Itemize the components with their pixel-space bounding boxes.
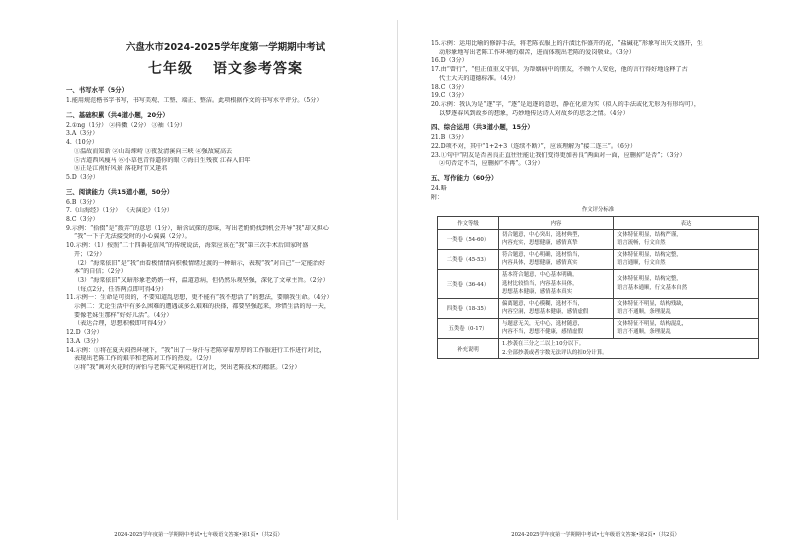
answer-line: 11.示例一：生命是可贵的，不要知道乱思想，更不能有“我不想活了”的想法，要顺我生命。（4分） xyxy=(66,294,333,302)
answer-line: （2）“海棠依旧”是“我”由看极情情向积极情绪过渡的一种暗示，表现“我”对自己“一定能治好 xyxy=(74,259,326,267)
answer-line: 2.①ng（1分） ②抖擞（2分） ③袖（1分） xyxy=(66,121,186,129)
answer-line: （每点2分，任答两点即可得4分） xyxy=(74,285,168,293)
rubric-text: 文体特征明显，结构完整， xyxy=(617,276,682,283)
answer-line: 1.能用规范楷书字书写，书写美观、工整、端正、整洁。此项根据作文的书写水平评分。（5分） xyxy=(66,97,323,104)
answer-line: 16.D（3分） xyxy=(431,57,468,65)
page-1-footer: 2024-2025学年度第一学期期中考试•七年级语文答案•第1页•（共2页） xyxy=(114,532,283,538)
answer-line: 24.略 xyxy=(431,185,447,193)
section-heading: 一、书写水平（5分） xyxy=(66,86,128,94)
rubric-text: 文体特征不明显，结构残缺， xyxy=(617,300,688,307)
rubric-text: 语言基本通顺，行文基本自然 xyxy=(617,284,688,291)
rubric-text: 与题意无关，无中心，选材随意， xyxy=(502,320,583,327)
rubric-text: 内容不当，思想不健康，感情虚假 xyxy=(502,329,583,336)
answer-line: 示例二：无论生活中有多么困难的遭遇或多么艰难的抉择，都要坚强起来，珍惜生活的每一天， xyxy=(74,303,330,311)
subject-label: 语文参考答案 xyxy=(213,61,303,77)
grade-label: 七年级 xyxy=(148,61,193,77)
answer-line: “我”一下子无法接受时的小心翼翼（2分）。 xyxy=(74,233,191,241)
answer-title xyxy=(66,60,385,78)
rubric-grade: 补充说明 xyxy=(438,339,499,359)
page-2-continuation xyxy=(431,40,758,118)
rubric-text: 基本符合题意，中心基本明确， xyxy=(502,271,578,278)
rubric-text: 符合题意，中心明确，选材恰当， xyxy=(502,251,583,258)
answer-line: 以梦逐春风到故乡的想象，巧妙地传达诗人对故乡的思念之情。（4分） xyxy=(439,109,629,117)
rubric-text: 选材比较恰当，内容基本具体， xyxy=(502,280,578,287)
rubric-expression xyxy=(614,229,759,249)
answer-line: 21.B（3分） xyxy=(431,134,468,142)
rubric-expression xyxy=(614,298,759,318)
rubric-grade: 三类卷（36-44） xyxy=(438,269,499,298)
answer-line: 20.示例：我认为是“逐”字，“逐”是追逐的意思，静在化虚为实（拟人的手法或化无形为有形均可）， xyxy=(431,100,700,108)
rubric-text: 语言不通顺，条理混乱 xyxy=(617,329,671,336)
answer-line: 13.A（3分） xyxy=(66,337,103,345)
rubric-text: 思想基本健康，感情基本真实 xyxy=(502,289,573,296)
answer-line: 开；（2分） xyxy=(74,250,106,258)
answer-line: 7.《山海经》（1分） 《天演论》（1分） xyxy=(66,207,173,215)
section-4-body xyxy=(431,134,758,169)
answer-line: ②将“我”画对火花时的害怕与老陈气定神闲进行对比，突出老陈技术的精湛。（2分） xyxy=(74,363,301,371)
answer-line: 9.示例：“拾掇”是“拨弄”的意思（1分），暗含试探的意味，写出老奶奶找到机会开导“我”却又担心 xyxy=(66,224,329,232)
section-heading: 二、基础积累（共4道小题，20分） xyxy=(66,110,169,119)
rubric-expression xyxy=(614,318,759,338)
rubric-text: 内容空洞，思想基本健康，感情虚假 xyxy=(502,309,589,316)
rubric-content xyxy=(499,298,614,318)
answer-line: 6.B（3分） xyxy=(66,198,99,206)
answer-line: ⑧正是江南好风景 落花时节又逢君 xyxy=(74,165,168,173)
answer-line: 5.D（3分） xyxy=(66,173,99,181)
rubric-text: 语言通顺，行文自然 xyxy=(617,260,666,267)
answer-line: 表现出老陈工作的艰辛和老陈对工作的热爱。（2分） xyxy=(74,355,215,363)
rubric-table xyxy=(437,203,759,360)
answer-line: 代士大夫的道德标准。（4分） xyxy=(439,74,520,82)
rubric-grade: 四类卷（18-35） xyxy=(438,298,499,318)
section-heading: 四、综合运用（共3道小题，15分） xyxy=(431,123,534,132)
answer-line: 要像老妹生那样“好好儿活”。（4分） xyxy=(74,311,173,319)
rubric-content xyxy=(499,269,614,298)
answer-line: 8.C（3分） xyxy=(66,216,99,224)
page-2 xyxy=(397,0,794,550)
page-1-body xyxy=(66,86,385,373)
rubric-content xyxy=(499,339,759,359)
rubric-text: 内容具体，思想健康，感情真实 xyxy=(502,260,578,267)
rubric-text: 切合题意，中心突出，选材典型， xyxy=(502,231,583,238)
rubric-row xyxy=(438,298,759,318)
answer-line: ⑤古道西风瘦马 ⑥小草也青得逼你的眼 ⑦海日生残夜 江春入旧年 xyxy=(74,156,251,164)
rubric-expression xyxy=(614,269,759,298)
answer-line: 12.D（3分） xyxy=(66,329,103,337)
rubric-header: 作文等级 xyxy=(438,216,499,229)
section-heading: 五、写作能力（60分） xyxy=(431,174,498,183)
rubric-expression xyxy=(614,249,759,269)
rubric-text: 文体特征不明显，结构混乱， xyxy=(617,320,688,327)
answer-line: 14.示例：①将在夏天闷热环境下，“我”出了一身汗与老陈穿着厚厚的工作服进行工作进行对比， xyxy=(66,346,326,354)
rubric-text: 1.抄袭在三分之二以上10分以下。 xyxy=(502,341,585,348)
rubric-grade: 一类卷（54-60） xyxy=(438,229,499,249)
answer-line: （3）“海棠依旧”又暗形象老奶奶一样，温道意病，但仍然乐观坚强，深化了文章主旨。（2分） xyxy=(74,276,329,284)
rubric-caption: 作文评分标准 xyxy=(581,207,615,214)
answer-line: ①温故而知新 ②山岛竦峙 ③夜发清溪向三峡 ④强敌窥高去 xyxy=(74,147,233,155)
rubric-text: 2.全部抄袭或者字数无法评认的扣0分计算。 xyxy=(502,349,608,356)
answer-line: 23.①句中“阴友是否善良正直往往能让我们变得更加善良”两面对一面，应删掉“是否”；（3分） xyxy=(431,151,686,159)
rubric-row xyxy=(438,229,759,249)
answer-line: 15.示例：运用比喻的修辞手法，将老陈衣服上的汗渍比作盛开的花，“盐碱花”形象写出失文盛开，生 xyxy=(431,40,703,47)
answer-line: 本”的自信；（2分） xyxy=(74,268,127,276)
answer-line: 18.C（3分） xyxy=(431,83,468,91)
rubric-content xyxy=(499,318,614,338)
rubric-content xyxy=(499,249,614,269)
rubric-grade: 五类卷（0-17） xyxy=(438,318,499,338)
answer-line: 动形象地写出老陈工作环境的艰苦，进而体现出老陈的爱岗敬业。（3分） xyxy=(439,48,635,56)
rubric-text: 语言不通顺，条理混乱 xyxy=(617,309,671,316)
rubric-content xyxy=(499,229,614,249)
answer-line: 4.（10分） xyxy=(66,139,98,147)
section-heading: 三、阅读能力（共15道小题，50分） xyxy=(66,187,174,196)
answer-line: 19.C（3分） xyxy=(431,92,468,100)
answer-line: 17.由“曾行”，“但正值重义守信，为帮姻病中的朋友，不顾个人安危，他的言行得好地诠释了古 xyxy=(431,66,688,74)
rubric-row xyxy=(438,269,759,298)
rubric-text: 偏离题意，中心模糊，选材不当， xyxy=(502,300,583,307)
answer-line: 3.A（3分） xyxy=(66,130,99,138)
rubric-rows xyxy=(438,229,759,359)
rubric-row xyxy=(438,339,759,359)
exam-title: 六盘水市2024-2025学年度第一学期期中考试 xyxy=(125,42,326,53)
rubric-text: 内容充实，思想健康，感情真挚 xyxy=(502,240,578,247)
answer-line: 10.示例：（1）按照“二十四番花信风”的传统说法，海棠应该在“我”第三次手术后回家时盛 xyxy=(66,242,309,250)
rubric-header: 内容 xyxy=(499,216,614,229)
rubric-text: 文体特征明显，结构完整， xyxy=(617,251,682,258)
rubric-row xyxy=(438,318,759,338)
page-2-footer: 2024-2025学年度第一学期期中考试•七年级语文答案•第2页•（共2页） xyxy=(511,532,680,538)
rubric-text: 语言流畅，行文自然 xyxy=(617,240,666,247)
rubric-header: 表达 xyxy=(614,216,759,229)
answer-line: （表达合理，思想积极即可得4分） xyxy=(74,320,170,328)
answer-line: 22.D项不对，其中“1+2+3（连续不断）”，应该理解为“接二连三”。（6分） xyxy=(431,143,637,151)
answer-line: ②句否定不当，应删掉“不再”。（3分） xyxy=(439,160,544,168)
appendix-label: 附： xyxy=(431,193,444,201)
rubric-text: 文体特征明显，结构严谨， xyxy=(617,231,682,238)
rubric-row xyxy=(438,249,759,269)
rubric-grade: 二类卷（45-53） xyxy=(438,249,499,269)
